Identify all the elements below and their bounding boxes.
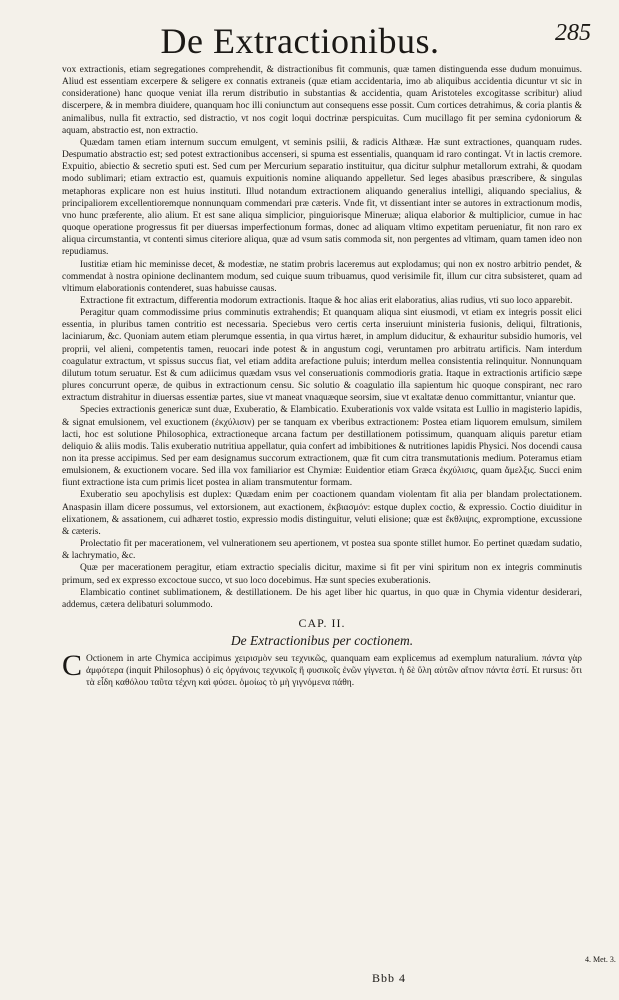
main-text-block bbox=[62, 64, 582, 690]
chapter-paragraph-text: Octionem in arte Chymica accipimus χειρισμὸν seu τεχνικῶς, quanquam eam explicemus ad exemplum naturalium. πάντα γὰρ ἀμφότερα (inquit Philosophus) ὁ εἰς ὀργάνοις τεχνικοῖς ἢ φυσικοῖς ἐνῶν γίγνεται. ἡ δὲ ὕλη αὐτῶν αἴτιον πάντα ἐστί. Et rursus: ὅτι τὰ εἶδη καθόλου ταῦτα τέχνη καὶ φύσει. ὁμοίως τὸ μὴ γιγνόμενα πάθη. bbox=[86, 654, 582, 689]
paragraph-2: Quædam tamen etiam internum succum emulgent, vt seminis psilii, & radicis Althææ. Hæ sunt extractiones, quanquam rudes. Despumatio abstractio est; sed potest extractionibus accenseri, si spuma est essentialis, quanquam id raro contingat. Vt in lactis cremore. Expuitio, abiectio & secretio sputi est. Sed cum per Mercurium separatio instituitur, qua dicitur sulphur metallorum extrahi, & quodam modo sublimari; etiam extractio est, quamuis expuitionis nomine aliquando appelletur. Sed leges abasibus præscribere, & singulas metaphoras explicare non est huius instituti. Illud notandum extractionem aliquando generalius intelligi, aliquando specialius, & principaliorem excellentioremque nonnunquam commendari præ cæteris. Vnde fit, vt dissentiant inter se autores in extractionum modis, vno hunc præferente, alio alium. Et est sane aliqua simplicior, pinguiorisque Mineruæ; aliqua elaborior & multiplicior, cumue in hac quoque operatione progressus fit per diuersas imperfectionum formas, donec ad aliquam vltimo expetitam perueniatur, fit non raro ex aliqua circumstantia, vt contenti simus citeriore aliqua, quæ ad vsum satis commoda sit, non pergentes ad vltimam, quam tamen ideo non repudiamus. bbox=[62, 137, 582, 258]
running-head bbox=[0, 6, 619, 66]
paragraph-4: Extractione fit extractum, differentia modorum extractionis. Itaque & hoc alias erit elaboratius, alias rudius, vti suo loco apparebit. bbox=[80, 295, 573, 306]
paragraph-1: vox extractionis, etiam segregationes comprehendit, & distractionibus fit communis, quæ tamen distinguenda esse dudum monuimus. Aliud est essentiam excerpere & seligere ex connatis extraneis (quæ etiam accidentaria, imo ab aliquibus accidentia dicuntur vt sic in consideratione) hanc quoque veniat illa rerum distributio in substantias & accidentia, quam Aristoteles excogitasse scribitur) aliud discerpere, & in membra diuidere, quanquam hoc illi coniunctum aut consequens esse possit. Cum cortices detrahimus, & coria plantis & animalibus, nulla fit extractio, sed distractio, vt nos cogit loqui doctrinæ perspicuitas. Cum mucillago fit per semina cydoniorum & aquam, abstractio est, non extractio. bbox=[62, 65, 582, 136]
signature-mark: Bbb 4 bbox=[372, 971, 407, 985]
paragraph-10: Elambicatio continet sublimationem, & destillationem. De his aget liber hic quartus, in quo quæ in Chymia videntur desiderari, addemus, cætera delibaturi solummodo. bbox=[62, 587, 582, 610]
page-number: 285 bbox=[555, 20, 591, 46]
chapter-heading: CAP. II. bbox=[298, 616, 346, 631]
page-footer bbox=[0, 971, 619, 993]
paragraph-8: Prolectatio fit per macerationem, vel vulnerationem seu apertionem, vt postea sua sponte stillet humor. Eo pertinet quædam sudatio, & lachrymatio, &c. bbox=[62, 539, 582, 562]
margin-note: 4. Met. 3. bbox=[585, 955, 616, 964]
page-title: De Extractionibus. bbox=[160, 21, 440, 61]
drop-cap: C bbox=[62, 649, 83, 683]
paragraph-6: Species extractionis genericæ sunt duæ, Exuberatio, & Elambicatio. Exuberationis vox valde vsitata est Lullio in magisterio lapidis, & signat emulsionem, vel exuctionem (ἐκχύλισιν) per se tanquam ex vberibus extractionem: Postea etiam liquorem emulsum, similem lacti, hoc est solutione Philosophica, extractioneque arcana factum per destillationem potissimum, quanquam aliquis paretur etiam deliquio & aliis modis. Talis exuberatio nutritiua appellatur, quia confert ad imbibitiones & nutritiones lapidis Physici. Nos docendi causa non ita presse accipimus. Sed per eam designamus succorum extractionem, quæ fit cum citra transmutationis medium. Poteramus etiam emulsionem, & exuctionem vocare. Sed illa vox familiarior est Chymiæ: Euidentior etiam Græca ἐκχύλισις, quam ἄμελξις. Succi enim fiunt extractione ista cum primis licet postea in aliam transmutentur formam. bbox=[62, 405, 582, 489]
paragraph-7: Exuberatio seu apochylisis est duplex: Quædam enim per coactionem quandam violentam fit alia per blandam prolectationem. Anaspasin illam dicere possumus, vel extorsionem, aut exactionem, ἐκβιασμόν: estque duplex coctio, & expressio. Coctio diuiditur in elixationem, & assationem, cui adhæret tostio, expressio modis distinguitur, veluti elisione; quæ est ἔκθλιψις, expromptione, excussione & cæteris. bbox=[62, 490, 582, 537]
paragraph-5: Peragitur quam commodissime prius comminutis extrahendis; Et quanquam aliqua sint eiusmodi, vt etiam ex integris possit elici essentia, in pluribus tamen contritio est necessaria. Speciebus vero certis certa inseruiunt ministeria fusionis, deliqui, filtrationis, laciniarum, &c. Quoniam autem etiam plerumque essentia, in qua virtus hæret, in amplum diducitur, & exhauritur subsidio humoris, vel proprii, vel alieni, competentis tamen, reuocari inde potest & in angustum cogi, veruntamen pro arbitratu artificis. Nam interdum coagulatur extractum, vt spissus succus fiat, vel etiam addita arefactione puluis; interdum mellea consistentia relinquitur. Nonnunquam dilutum totum seruatur. Est & cum adiicimus quædam vsus vel conseruationis commodioris gratia. Itaque in extractionis artificio sæpe plures concurrunt operæ, de quibus in extractionum censu. Sic solutio & coagulatio illa sapientum hic quoque conspirant, nec raro extractum distrahitur in diuersas essentiæ partes, siue vt maneat vnaquæque seorsim, siue vt exaltatæ denuo committantur, vniantur que. bbox=[62, 308, 582, 404]
paragraph-3: Iustitiæ etiam hic meminisse decet, & modestiæ, ne statim probris laceremus aut explodamus; qui non ex nostro arbitrio pendet, & commendat à nostra opinione declinantem modum, sed cuique suum tribuamus, quod verisimile fit, illum cur citra subsisteret, quam ad vltimum elaborationis contenderet, suas habuisse causas. bbox=[62, 259, 582, 294]
paragraph-9: Quæ per macerationem peragitur, etiam extractio specialis dicitur, maxime si fit per vini spiritum non ex integris comminutis primum, sed ex expresso excoctoue succo, vt suo loco docebimus. Hæ sunt species exuberationis. bbox=[62, 563, 582, 586]
chapter-paragraph bbox=[62, 649, 582, 689]
chapter-title: De Extractionibus per coctionem. bbox=[230, 633, 414, 649]
